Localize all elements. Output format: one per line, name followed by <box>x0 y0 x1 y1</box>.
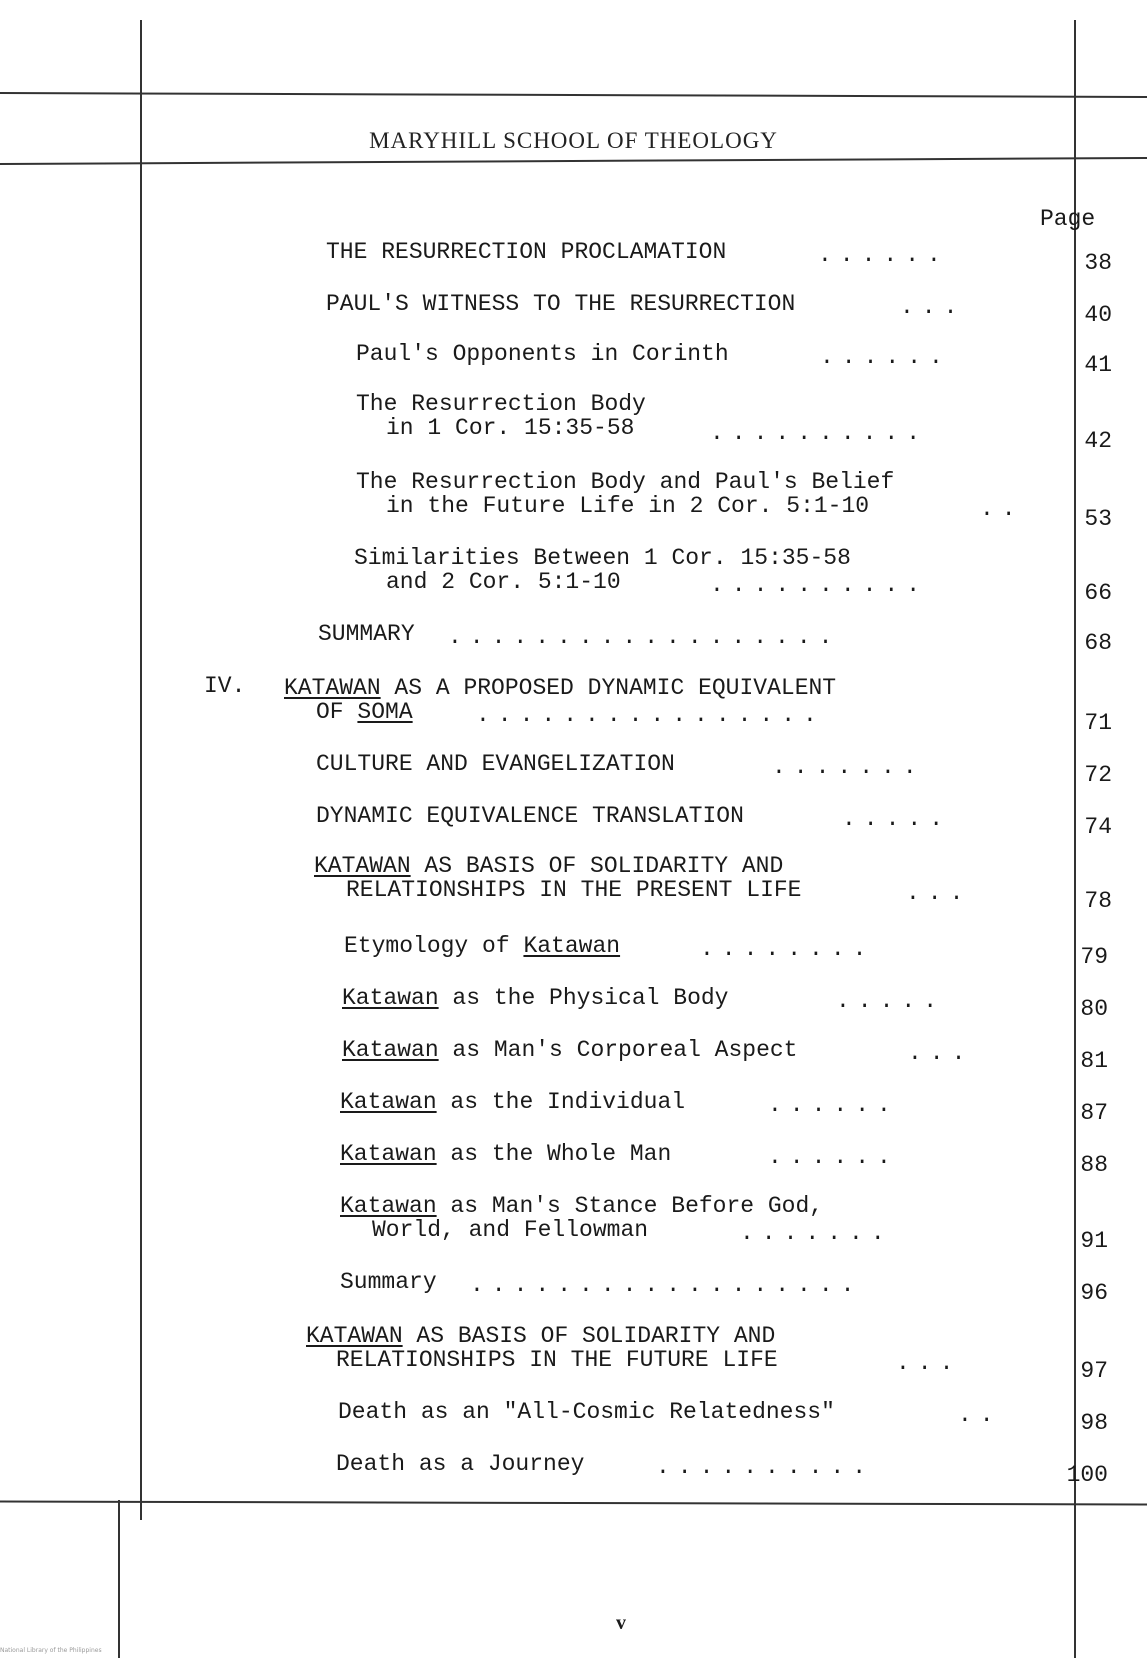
leader-dots: ... <box>908 1040 974 1066</box>
leader-dots: ...... <box>768 1144 899 1170</box>
soma-term: SOMA <box>357 699 413 725</box>
leader-dots: .. <box>980 496 1024 522</box>
page-number: 80 <box>1080 996 1108 1022</box>
page-number: 97 <box>1080 1358 1108 1384</box>
leader-dots: ....... <box>740 1220 893 1246</box>
leader-dots: ... <box>896 1350 962 1376</box>
page-number: 88 <box>1080 1152 1108 1178</box>
entry-title: The Resurrection Body and Paul's Belief <box>356 469 895 495</box>
leader-dots: ....... <box>772 754 925 780</box>
page-number: 53 <box>1084 506 1112 532</box>
entry-title <box>342 1038 797 1063</box>
katawan-term: Katawan <box>340 1089 437 1115</box>
leader-dots: ........ <box>700 936 875 962</box>
chapter-numeral: IV. <box>204 673 246 699</box>
page-number: 78 <box>1084 888 1112 914</box>
entry-title-continued: RELATIONSHIPS IN THE PRESENT LIFE <box>346 877 802 903</box>
entry-title: Summary <box>340 1269 437 1295</box>
page-number: 68 <box>1084 630 1112 656</box>
page-number: 98 <box>1080 1410 1108 1436</box>
entry-title-text: AS BASIS OF SOLIDARITY AND <box>402 1323 776 1349</box>
entry-title-text: Etymology of <box>344 933 524 959</box>
page-number: 87 <box>1080 1100 1108 1126</box>
leader-dots: ...... <box>818 242 949 268</box>
entry-title: Paul's Opponents in Corinth <box>356 341 729 367</box>
leader-dots: ...... <box>820 344 951 370</box>
katawan-term: KATAWAN <box>314 853 411 879</box>
katawan-term: Katawan <box>523 933 621 959</box>
leader-dots: .......... <box>710 420 929 446</box>
entry-title: Death as an "All-Cosmic Relatedness" <box>338 1399 835 1425</box>
entry-title-text: as the Physical Body <box>438 985 729 1011</box>
page-number: 66 <box>1084 580 1112 606</box>
left-margin-line <box>140 20 142 1520</box>
entry-title <box>342 986 728 1011</box>
katawan-term: Katawan <box>342 985 439 1011</box>
entry-title <box>284 676 836 701</box>
entry-title: Death as a Journey <box>336 1451 585 1477</box>
page-number: 40 <box>1084 302 1112 328</box>
entry-title-text: OF <box>316 699 358 725</box>
katawan-term: Katawan <box>340 1141 437 1167</box>
school-header: MARYHILL SCHOOL OF THEOLOGY <box>369 128 778 153</box>
entry-title: SUMMARY <box>318 621 415 647</box>
page-number: 96 <box>1080 1280 1108 1306</box>
header-top-rule <box>0 92 1147 98</box>
page-number: 100 <box>1066 1462 1108 1488</box>
entry-title <box>306 1324 775 1349</box>
entry-title <box>340 1090 685 1115</box>
leader-dots: .. <box>958 1402 1002 1428</box>
entry-title-continued: and 2 Cor. 5:1-10 <box>386 569 621 595</box>
page-number: 81 <box>1080 1048 1108 1074</box>
entry-title-text: AS A PROPOSED DYNAMIC EQUIVALENT <box>380 675 837 701</box>
page-number: 41 <box>1084 352 1112 378</box>
roman-page-number: v <box>616 1612 626 1634</box>
katawan-term: Katawan <box>340 1193 437 1219</box>
page-number: 79 <box>1080 944 1108 970</box>
page-number: 74 <box>1084 814 1112 840</box>
entry-title <box>344 934 620 959</box>
page-number: 38 <box>1084 250 1112 276</box>
page-number: 91 <box>1080 1228 1108 1254</box>
leader-dots: .......... <box>656 1454 875 1480</box>
entry-title: PAUL'S WITNESS TO THE RESURRECTION <box>326 291 796 317</box>
entry-title <box>314 854 783 879</box>
entry-title-continued <box>316 700 413 725</box>
entry-title: THE RESURRECTION PROCLAMATION <box>326 239 727 265</box>
entry-title-text: as the Whole Man <box>436 1141 672 1167</box>
page-number: 71 <box>1084 710 1112 736</box>
entry-title: DYNAMIC EQUIVALENCE TRANSLATION <box>316 803 744 829</box>
leader-dots: .................. <box>448 624 841 650</box>
leader-dots: ..... <box>836 988 946 1014</box>
entry-title-continued: World, and Fellowman <box>372 1217 649 1243</box>
leader-dots: .................. <box>470 1272 863 1298</box>
entry-title <box>340 1142 671 1167</box>
katawan-term: KATAWAN <box>284 675 381 701</box>
leader-dots: ...... <box>768 1092 899 1118</box>
entry-title-continued: RELATIONSHIPS IN THE FUTURE LIFE <box>336 1347 778 1373</box>
katawan-term: Katawan <box>342 1037 439 1063</box>
entry-title-continued: in 1 Cor. 15:35-58 <box>386 415 635 441</box>
entry-title-continued: in the Future Life in 2 Cor. 5:1-10 <box>386 493 870 519</box>
page-number: 42 <box>1084 428 1112 454</box>
left-margin-line-lower <box>118 1500 120 1658</box>
footer-rule <box>0 1500 1147 1505</box>
header-bottom-rule <box>0 157 1147 165</box>
entry-title-text: as Man's Corporeal Aspect <box>438 1037 798 1063</box>
page-column-label: Page <box>1040 206 1096 232</box>
entry-title-text: AS BASIS OF SOLIDARITY AND <box>410 853 784 879</box>
entry-title-text: as the Individual <box>436 1089 686 1115</box>
leader-dots: ... <box>900 294 966 320</box>
page-number: 72 <box>1084 762 1112 788</box>
scan-note: National Library of the Philippines <box>0 1647 102 1654</box>
leader-dots: .......... <box>710 572 929 598</box>
entry-title: CULTURE AND EVANGELIZATION <box>316 751 675 777</box>
katawan-term: KATAWAN <box>306 1323 403 1349</box>
entry-title <box>340 1194 823 1219</box>
leader-dots: ..... <box>842 806 952 832</box>
leader-dots: ... <box>906 880 972 906</box>
leader-dots: ................ <box>476 702 825 728</box>
entry-title: Similarities Between 1 Cor. 15:35-58 <box>354 545 851 571</box>
entry-title-text: as Man's Stance Before God, <box>436 1193 824 1219</box>
entry-title: The Resurrection Body <box>356 391 646 417</box>
